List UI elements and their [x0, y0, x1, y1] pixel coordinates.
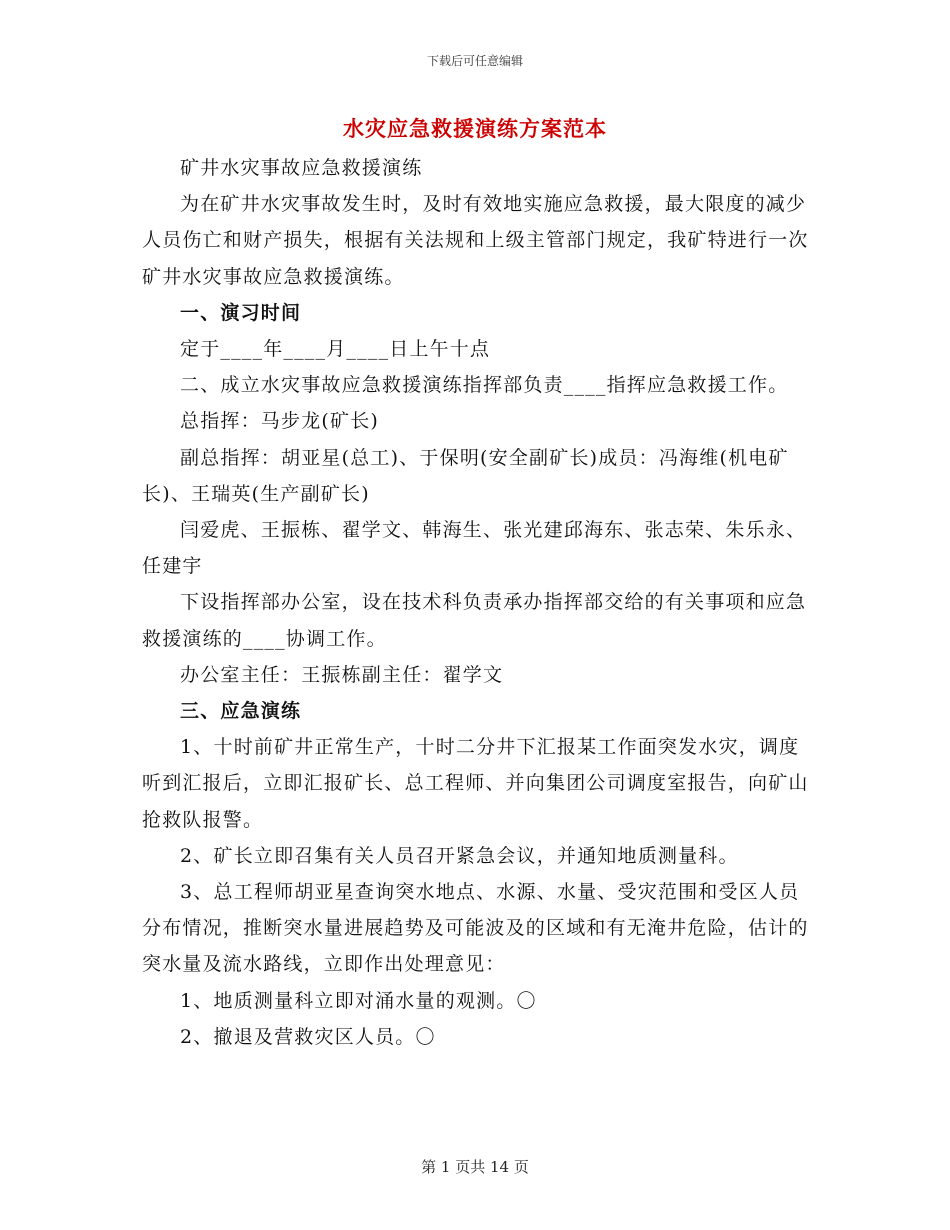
paragraph: 2、撤退及营救灾区人员。〇 — [180, 1025, 436, 1048]
paragraph: 下设指挥部办公室，设在技术科负责承办指挥部交给的有关事项和应急救援演练的____协调工作。 — [142, 591, 807, 650]
paragraph: 矿井水灾事故应急救援演练 — [180, 157, 423, 179]
paragraph: 1、十时前矿井正常生产，十时二分井下汇报某工作面突发水灾，调度听到汇报后，立即汇报矿长、总工程师、并向集团公司调度室报告，向矿山抢救队报警。 — [142, 736, 809, 831]
document-title: 水灾应急救援演练方案范本 — [343, 116, 607, 141]
paragraph: 副总指挥：胡亚星(总工)、于保明(安全副矿长)成员：冯海维(机电矿长)、王瑞英(生产副矿长) — [142, 446, 789, 505]
paragraph: 2、矿长立即召集有关人员召开紧急会议，并通知地质测量科。 — [180, 844, 739, 867]
page-header: 下载后可任意编辑 — [426, 54, 523, 68]
page-footer: 第 1 页共 14 页 — [421, 1158, 529, 1176]
paragraph: 办公室主任：王振栋副主任：翟学文 — [180, 663, 504, 686]
paragraph: 为在矿井水灾事故发生时，及时有效地实施应急救援，最大限度的减少人员伤亡和财产损失，根据有关法规和上级主管部门规定，我矿特进行一次矿井水灾事故应急救援演练。 — [142, 193, 809, 288]
paragraph: 1、地质测量科立即对涌水量的观测。〇 — [180, 989, 537, 1012]
paragraph: 总指挥：马步龙(矿长) — [180, 410, 380, 433]
paragraph: 二、成立水灾事故应急救援演练指挥部负责____指挥应急救援工作。 — [180, 374, 789, 397]
paragraph: 闫爱虎、王振栋、翟学文、韩海生、张光建邱海东、张志荣、朱乐永、任建宇 — [142, 519, 807, 578]
document-body — [142, 150, 814, 1055]
section-heading: 一、演习时间 — [180, 301, 302, 324]
section-heading: 三、应急演练 — [180, 700, 302, 723]
paragraph: 3、总工程师胡亚星查询突水地点、水源、水量、受灾范围和受区人员分布情况，推断突水量进展趋势及可能波及的区域和有无淹井危险，估计的突水量及流水路线，立即作出处理意见： — [142, 881, 809, 976]
paragraph: 定于____年____月____日上午十点 — [180, 338, 491, 361]
